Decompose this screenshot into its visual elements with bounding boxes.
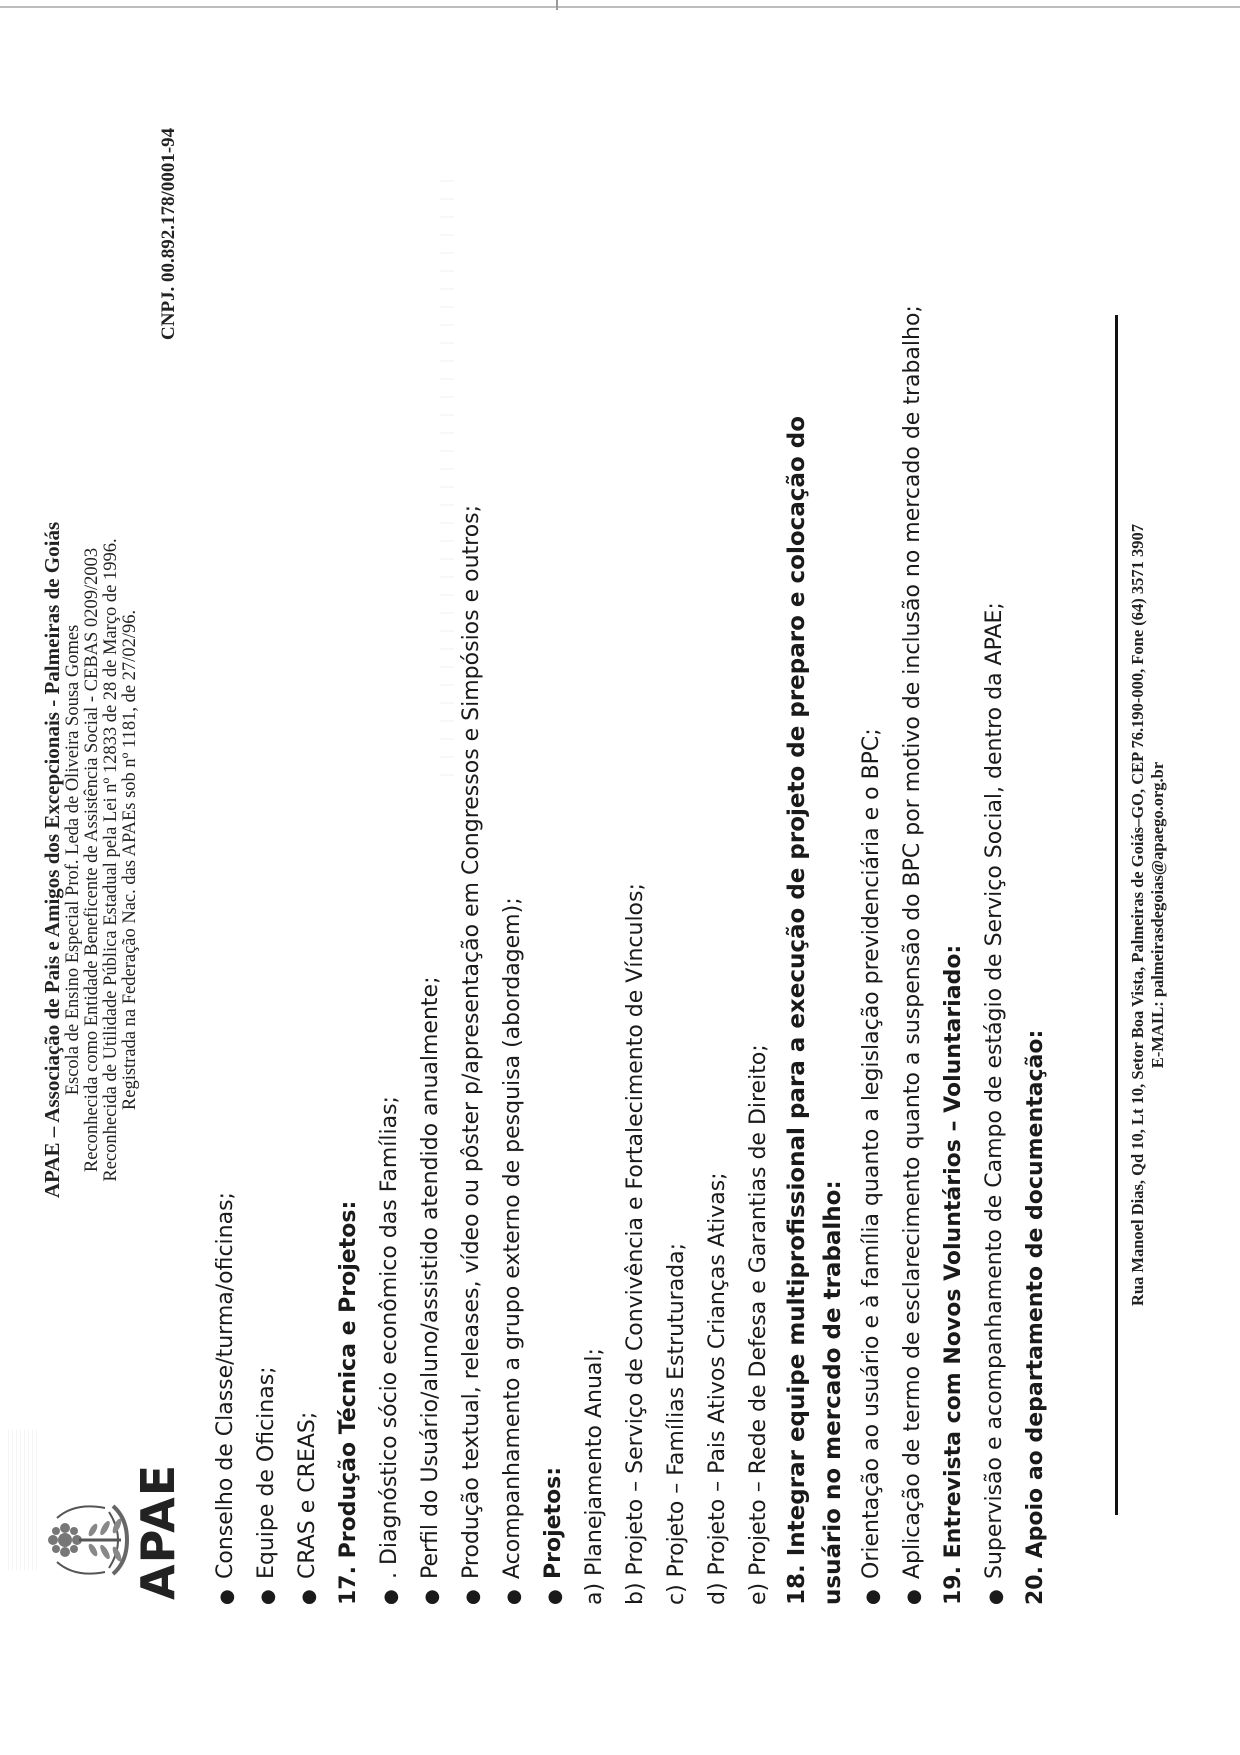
bullet-icon: ●: [503, 1589, 524, 1605]
list-item: ●Produção textual, releases, vídeo ou pôster p/apresentação em Congressos e Simpósios e outros;: [451, 135, 492, 1605]
list-item: ●Acompanhamento a grupo externo de pesquisa (abordagem);: [492, 135, 533, 1605]
letterhead-title: APAE – Associação de Pais e Amigos dos Excepcionais - Palmeiras de Goiás: [40, 521, 64, 1199]
footer-divider: [1115, 315, 1118, 1515]
letterhead-line: Reconhecida como Entidade Beneficente de Assistência Social - CEBAS 0209/2003: [82, 547, 102, 1173]
section-heading-18: 18. Integrar equipe multiprofissional para a execução de projeto de preparo e colocação do usuário no mercado de trabalho:: [784, 415, 846, 1605]
bullet-icon: ●: [257, 1589, 278, 1605]
list-item: ●Orientação ao usuário e à família quanto a legislação previdenciária e o BPC;: [851, 135, 892, 1605]
apae-logo: [35, 1463, 190, 1600]
section-heading-17: 17. Produção Técnica e Projetos:: [336, 1200, 361, 1605]
bullet-icon: ●: [462, 1589, 483, 1605]
list-item: [533, 135, 574, 1605]
project-item: b) Projeto – Serviço de Convivência e Fortalecimento de Vínculos;: [623, 883, 648, 1605]
projetos-heading: Projetos:: [541, 1466, 566, 1579]
list-item: ●Aplicação de termo de esclarecimento quanto a suspensão do BPC por motivo de inclusão no mercado de trabalho;: [892, 135, 933, 1605]
logo-wordmark: APAE: [131, 1463, 185, 1600]
project-item: c) Projeto – Famílias Estruturada;: [664, 1242, 689, 1605]
project-item: d) Projeto – Pais Ativos Crianças Ativas;: [705, 1172, 730, 1605]
footer: [1128, 305, 1168, 1525]
project-item: e) Projeto – Rede de Defesa e Garantias de Direito;: [746, 1044, 771, 1605]
letterhead-line: Registrada na Federação Nac. das APAEs sob nº 1181, de 27/02/96.: [120, 609, 140, 1111]
footer-email: E-MAIL: palmeirasdegoias@apaego.org.br: [1148, 761, 1167, 1069]
cnpj: CNPJ. 00.892.178/0001-94: [158, 127, 179, 340]
bullet-icon: ●: [862, 1589, 883, 1605]
bullet-icon: ●: [985, 1589, 1006, 1605]
bullet-icon: ●: [544, 1589, 565, 1605]
flower-hands-icon: [35, 1498, 131, 1582]
letterhead-line: Reconhecida de Utilidade Pública Estadual pela Lei nº 12833 de 28 de Março de 1996.: [101, 538, 121, 1182]
bullet-icon: ●: [380, 1589, 401, 1605]
project-item: a) Planejamento Anual;: [582, 1348, 607, 1605]
section-heading-20: 20. Apoio ao departamento de documentação:: [1023, 1029, 1048, 1605]
section-heading-19: 19. Entrevista com Novos Voluntários – Voluntariado:: [941, 944, 966, 1605]
letterhead: [40, 345, 140, 1375]
bullet-icon: ●: [298, 1589, 319, 1605]
list-item: ●Perfil do Usuário/aluno/assistido atendido anualmente;: [410, 135, 451, 1605]
list-item: ●CRAS e CREAS;: [287, 135, 328, 1605]
footer-address: Rua Manoel Dias, Qd 10, Lt 10, Setor Boa Vista, Palmeiras de Goiás–GO, CEP 76.190-000, Fone (64) 3571 3907: [1128, 523, 1147, 1307]
list-item: ●Conselho de Classe/turma/oficinas;: [205, 135, 246, 1605]
letterhead-line: Escola de Ensino Especial Prof. Leda de Oliveira Sousa Gomes: [63, 624, 83, 1096]
bullet-icon: ●: [421, 1589, 442, 1605]
bullet-icon: ●: [216, 1589, 237, 1605]
document-body: [205, 135, 1056, 1605]
list-item: ●Supervisão e acompanhamento de Campo de estágio de Serviço Social, dentro da APAE;: [974, 135, 1015, 1605]
list-item: ●. Diagnóstico sócio econômico das Famílias;: [369, 135, 410, 1605]
bullet-icon: ●: [903, 1589, 924, 1605]
list-item: ●Equipe de Oficinas;: [246, 135, 287, 1605]
